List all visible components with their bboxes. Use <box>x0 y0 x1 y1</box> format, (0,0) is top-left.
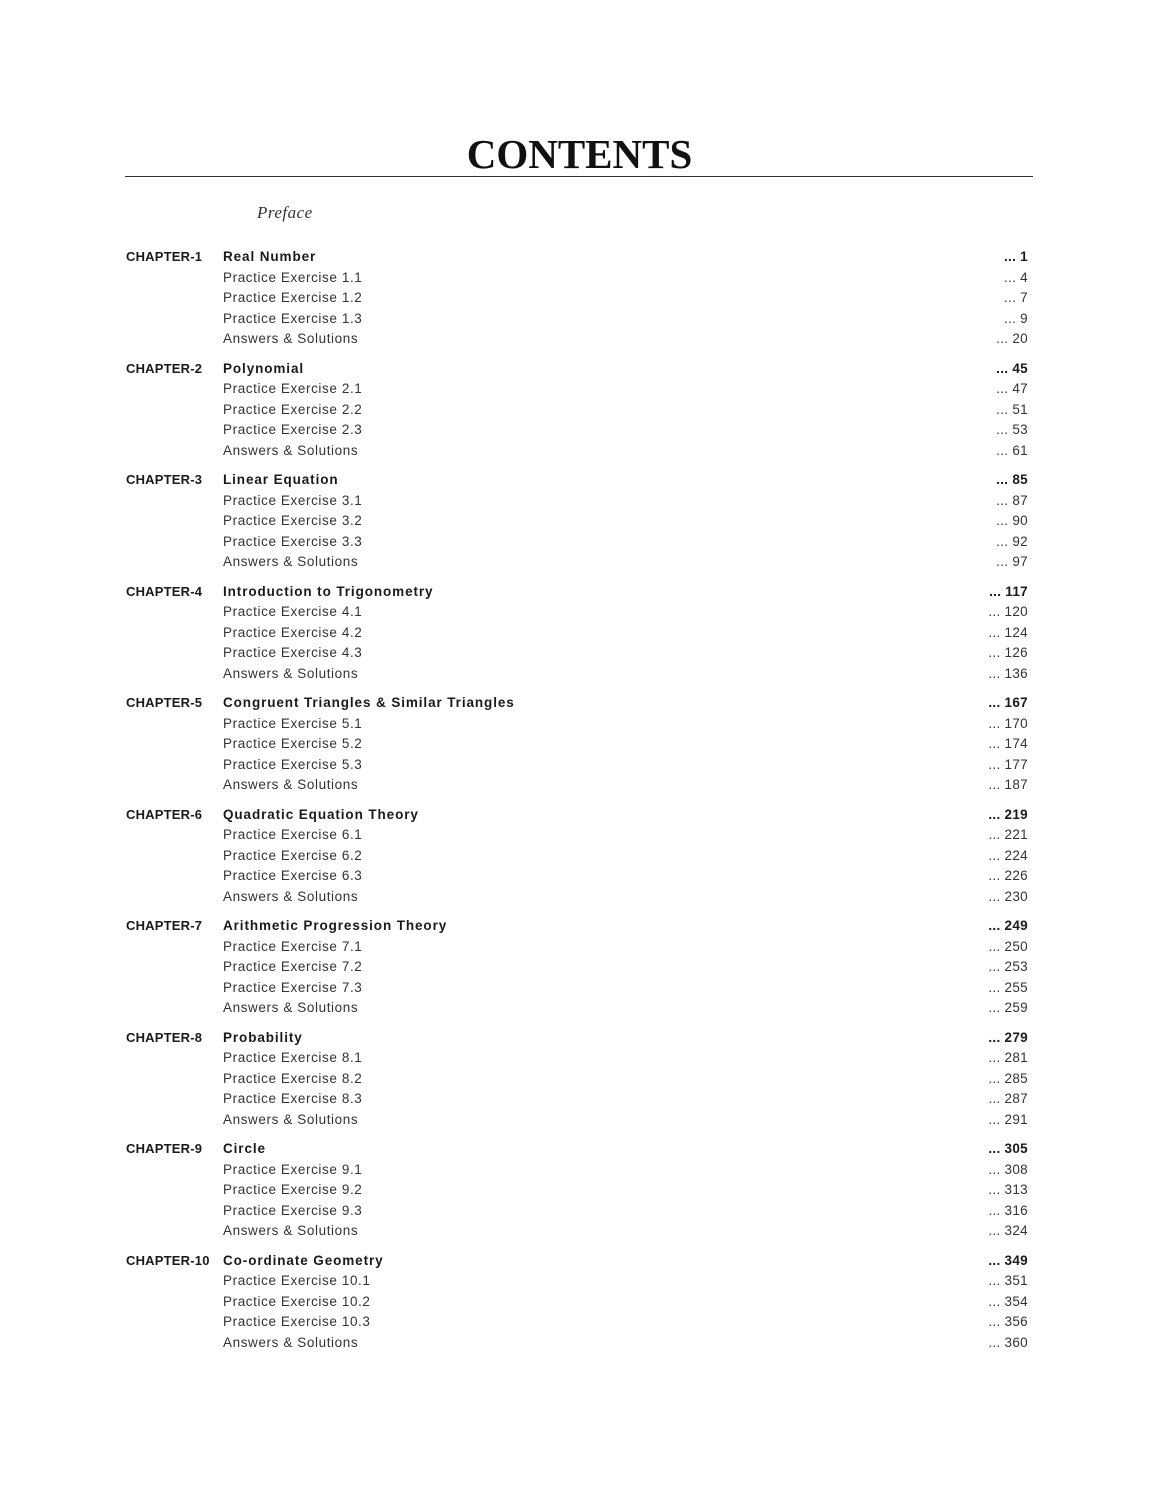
toc-entry-row[interactable] <box>0 643 1159 664</box>
entry-title: Practice Exercise 6.1 <box>223 827 363 842</box>
entry-title: Practice Exercise 4.3 <box>223 645 363 660</box>
entry-page-number: ... 174 <box>988 736 1028 751</box>
entry-page-number: ... 90 <box>996 513 1028 528</box>
entry-title: Practice Exercise 5.3 <box>223 756 363 772</box>
chapter-heading-row[interactable] <box>0 916 1159 937</box>
entry-page-number: ... 47 <box>996 381 1028 396</box>
entry-title: Practice Exercise 10.3 <box>223 1314 371 1329</box>
toc-entry-row[interactable] <box>0 664 1159 685</box>
title-divider <box>125 176 1033 177</box>
page-title: CONTENTS <box>466 131 693 177</box>
chapter-number: CHAPTER-8 <box>126 1029 203 1045</box>
entry-title: Practice Exercise 2.2 <box>223 401 363 417</box>
chapter-block <box>0 1251 1159 1354</box>
toc-entry-row[interactable] <box>0 775 1159 796</box>
preface-entry[interactable]: Preface <box>257 203 313 222</box>
chapter-heading-row[interactable] <box>0 805 1159 826</box>
entry-page-number: ... 230 <box>988 888 1028 904</box>
chapter-page-number: ... 219 <box>988 806 1028 822</box>
entry-title: Practice Exercise 7.1 <box>223 938 363 954</box>
entry-title: Answers & Solutions <box>223 665 359 681</box>
chapter-number: CHAPTER-9 <box>126 1141 203 1156</box>
toc-entry-row[interactable] <box>0 1312 1159 1333</box>
entry-title: Practice Exercise 9.3 <box>223 1202 363 1218</box>
entry-title: Practice Exercise 5.1 <box>223 715 363 731</box>
entry-title: Answers & Solutions <box>223 554 359 569</box>
entry-title: Practice Exercise 9.1 <box>223 1161 363 1177</box>
chapter-number: CHAPTER-7 <box>126 918 203 933</box>
toc-entry-row[interactable] <box>0 1089 1159 1110</box>
chapter-block <box>0 470 1159 573</box>
chapter-number: CHAPTER-2 <box>126 360 203 376</box>
entry-page-number: ... 253 <box>988 959 1028 974</box>
chapter-page-number: ... 167 <box>988 695 1028 710</box>
toc-entry-row[interactable] <box>0 329 1159 350</box>
toc-entry-row[interactable] <box>0 441 1159 462</box>
entry-title: Practice Exercise 4.2 <box>223 624 363 640</box>
entry-page-number: ... 20 <box>996 331 1028 346</box>
toc-entry-row[interactable] <box>0 1221 1159 1242</box>
entry-page-number: ... 136 <box>988 665 1028 681</box>
toc-entry-row[interactable] <box>0 1110 1159 1131</box>
entry-title: Practice Exercise 1.1 <box>223 269 363 285</box>
entry-page-number: ... 92 <box>996 533 1028 549</box>
toc-entry-row[interactable] <box>0 1201 1159 1222</box>
entry-title: Answers & Solutions <box>223 1334 359 1350</box>
table-of-contents <box>0 247 1159 1362</box>
toc-entry-row[interactable] <box>0 1180 1159 1201</box>
chapter-number: CHAPTER-6 <box>126 806 203 822</box>
entry-title: Practice Exercise 6.2 <box>223 847 363 863</box>
toc-entry-row[interactable] <box>0 1333 1159 1354</box>
chapter-block <box>0 582 1159 685</box>
toc-entry-row[interactable] <box>0 714 1159 735</box>
entry-page-number: ... 61 <box>996 442 1028 458</box>
toc-entry-row[interactable] <box>0 602 1159 623</box>
entry-title: Answers & Solutions <box>223 1223 359 1238</box>
entry-page-number: ... 221 <box>988 827 1028 842</box>
chapter-title: Introduction to Trigonometry <box>223 583 434 599</box>
toc-entry-row[interactable] <box>0 1048 1159 1069</box>
chapter-heading-row[interactable] <box>0 247 1159 268</box>
entry-page-number: ... 308 <box>988 1161 1028 1177</box>
chapter-title: Linear Equation <box>223 472 339 487</box>
toc-entry-row[interactable] <box>0 532 1159 553</box>
chapter-page-number: ... 279 <box>988 1029 1028 1045</box>
entry-page-number: ... 51 <box>996 401 1028 417</box>
toc-entry-row[interactable] <box>0 755 1159 776</box>
chapter-block <box>0 247 1159 350</box>
chapter-page-number: ... 305 <box>988 1141 1028 1156</box>
chapter-block <box>0 359 1159 462</box>
toc-entry-row[interactable] <box>0 978 1159 999</box>
entry-page-number: ... 53 <box>996 422 1028 437</box>
chapter-title: Polynomial <box>223 360 305 376</box>
chapter-block <box>0 805 1159 908</box>
chapter-title: Quadratic Equation Theory <box>223 806 419 822</box>
entry-page-number: ... 224 <box>988 847 1028 863</box>
chapter-page-number: ... 117 <box>989 583 1028 599</box>
entry-title: Practice Exercise 8.2 <box>223 1070 363 1086</box>
chapter-heading-row[interactable] <box>0 359 1159 380</box>
entry-page-number: ... 187 <box>988 777 1028 792</box>
chapter-page-number: ... 45 <box>996 360 1028 376</box>
chapter-block <box>0 1028 1159 1131</box>
entry-page-number: ... 250 <box>988 938 1028 954</box>
entry-page-number: ... 324 <box>988 1223 1028 1238</box>
chapter-page-number: ... 85 <box>996 472 1028 487</box>
toc-entry-row[interactable] <box>0 491 1159 512</box>
entry-title: Practice Exercise 8.3 <box>223 1091 363 1106</box>
entry-title: Practice Exercise 10.1 <box>223 1273 371 1288</box>
entry-title: Practice Exercise 4.1 <box>223 604 363 619</box>
toc-entry-row[interactable] <box>0 866 1159 887</box>
toc-entry-row[interactable] <box>0 734 1159 755</box>
toc-entry-row[interactable] <box>0 998 1159 1019</box>
entry-page-number: ... 226 <box>988 868 1028 883</box>
entry-title: Practice Exercise 7.3 <box>223 979 363 995</box>
entry-title: Practice Exercise 3.3 <box>223 533 363 549</box>
chapter-heading-row[interactable] <box>0 1028 1159 1049</box>
toc-entry-row[interactable] <box>0 1160 1159 1181</box>
toc-entry-row[interactable] <box>0 552 1159 573</box>
toc-entry-row[interactable] <box>0 846 1159 867</box>
entry-title: Answers & Solutions <box>223 888 359 904</box>
toc-entry-row[interactable] <box>0 957 1159 978</box>
entry-title: Practice Exercise 3.2 <box>223 513 363 528</box>
chapter-number: CHAPTER-3 <box>126 472 203 487</box>
entry-page-number: ... 285 <box>988 1070 1028 1086</box>
entry-title: Practice Exercise 8.1 <box>223 1050 363 1065</box>
entry-title: Practice Exercise 3.1 <box>223 492 363 508</box>
chapter-heading-row[interactable] <box>0 1251 1159 1272</box>
toc-entry-row[interactable] <box>0 825 1159 846</box>
chapter-number: CHAPTER-4 <box>126 583 203 599</box>
toc-entry-row[interactable] <box>0 309 1159 330</box>
entry-page-number: ... 177 <box>988 756 1028 772</box>
chapter-page-number: ... 1 <box>1003 249 1028 264</box>
entry-title: Answers & Solutions <box>223 1111 359 1127</box>
chapter-title: Arithmetic Progression Theory <box>223 918 448 933</box>
entry-page-number: ... 7 <box>1003 290 1028 305</box>
chapter-page-number: ... 249 <box>988 918 1028 933</box>
chapter-title: Circle <box>223 1141 266 1156</box>
chapter-title: Real Number <box>223 249 317 264</box>
toc-entry-row[interactable] <box>0 511 1159 532</box>
entry-page-number: ... 259 <box>988 1000 1028 1015</box>
entry-page-number: ... 255 <box>988 979 1028 995</box>
entry-page-number: ... 291 <box>988 1111 1028 1127</box>
entry-page-number: ... 170 <box>988 715 1028 731</box>
toc-entry-row[interactable] <box>0 623 1159 644</box>
entry-page-number: ... 287 <box>988 1091 1028 1106</box>
entry-page-number: ... 313 <box>988 1182 1028 1197</box>
toc-entry-row[interactable] <box>0 1069 1159 1090</box>
entry-page-number: ... 87 <box>996 492 1028 508</box>
chapter-number: CHAPTER-10 <box>126 1252 210 1268</box>
toc-entry-row[interactable] <box>0 268 1159 289</box>
entry-title: Answers & Solutions <box>223 331 359 346</box>
toc-entry-row[interactable] <box>0 1271 1159 1292</box>
chapter-number: CHAPTER-5 <box>126 695 203 710</box>
chapter-heading-row[interactable] <box>0 693 1159 714</box>
entry-title: Practice Exercise 1.2 <box>223 290 363 305</box>
chapter-heading-row[interactable] <box>0 582 1159 603</box>
toc-entry-row[interactable] <box>0 379 1159 400</box>
entry-title: Answers & Solutions <box>223 777 359 792</box>
entry-page-number: ... 354 <box>988 1293 1028 1309</box>
entry-title: Practice Exercise 2.3 <box>223 422 363 437</box>
entry-title: Practice Exercise 5.2 <box>223 736 363 751</box>
entry-page-number: ... 316 <box>988 1202 1028 1218</box>
entry-title: Practice Exercise 6.3 <box>223 868 363 883</box>
chapter-number: CHAPTER-1 <box>126 249 203 264</box>
chapter-block <box>0 1139 1159 1242</box>
chapter-block <box>0 916 1159 1019</box>
entry-page-number: ... 124 <box>988 624 1028 640</box>
entry-title: Answers & Solutions <box>223 442 359 458</box>
entry-page-number: ... 356 <box>988 1314 1028 1329</box>
entry-title: Practice Exercise 1.3 <box>223 310 363 326</box>
entry-page-number: ... 351 <box>988 1273 1028 1288</box>
entry-title: Answers & Solutions <box>223 1000 359 1015</box>
toc-entry-row[interactable] <box>0 420 1159 441</box>
entry-title: Practice Exercise 2.1 <box>223 381 363 396</box>
chapter-title: Congruent Triangles & Similar Triangles <box>223 695 515 710</box>
toc-entry-row[interactable] <box>0 937 1159 958</box>
entry-page-number: ... 97 <box>996 554 1028 569</box>
chapter-page-number: ... 349 <box>988 1252 1028 1268</box>
entry-title: Practice Exercise 9.2 <box>223 1182 363 1197</box>
entry-page-number: ... 126 <box>988 645 1028 660</box>
chapter-title: Probability <box>223 1029 303 1045</box>
entry-page-number: ... 4 <box>1003 269 1028 285</box>
entry-title: Practice Exercise 10.2 <box>223 1293 371 1309</box>
entry-page-number: ... 360 <box>988 1334 1028 1350</box>
chapter-title: Co-ordinate Geometry <box>223 1252 384 1268</box>
chapter-block <box>0 693 1159 796</box>
entry-page-number: ... 9 <box>1003 310 1028 326</box>
entry-page-number: ... 120 <box>988 604 1028 619</box>
toc-entry-row[interactable] <box>0 1292 1159 1313</box>
toc-entry-row[interactable] <box>0 400 1159 421</box>
chapter-heading-row[interactable] <box>0 1139 1159 1160</box>
toc-entry-row[interactable] <box>0 887 1159 908</box>
chapter-heading-row[interactable] <box>0 470 1159 491</box>
toc-entry-row[interactable] <box>0 288 1159 309</box>
entry-title: Practice Exercise 7.2 <box>223 959 363 974</box>
entry-page-number: ... 281 <box>988 1050 1028 1065</box>
